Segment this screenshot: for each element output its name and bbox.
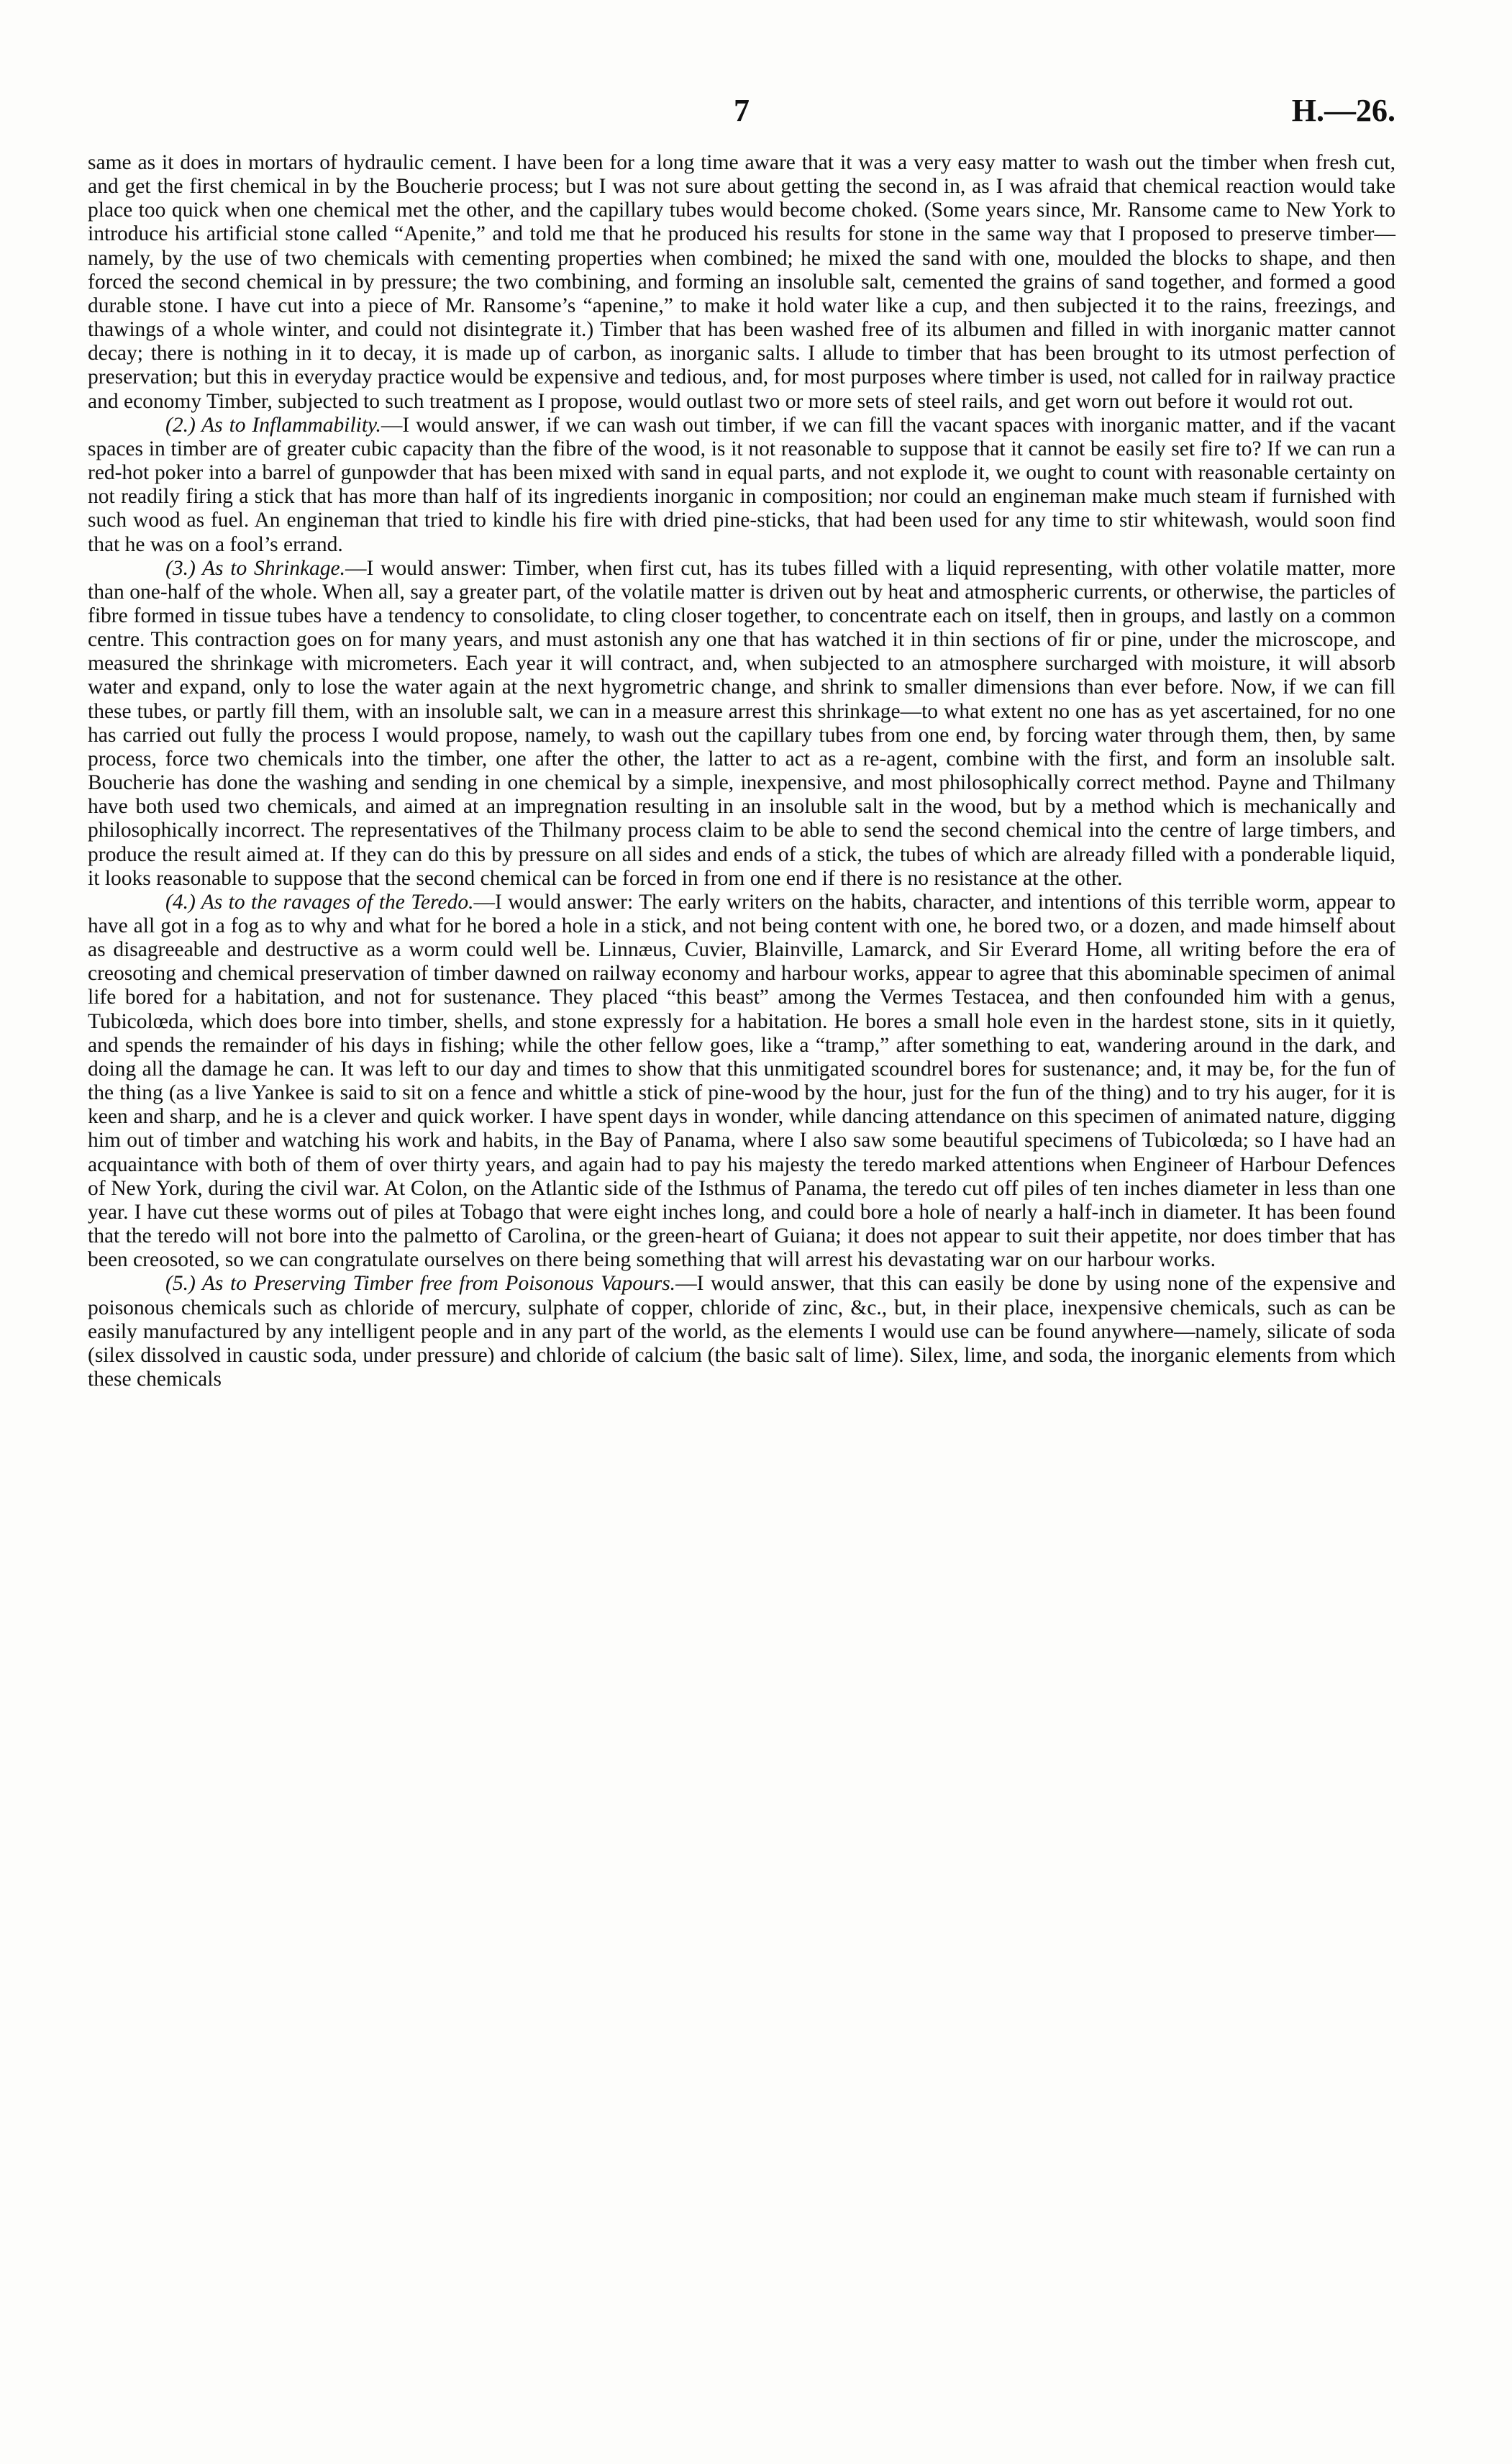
- page-number: 7: [734, 93, 750, 128]
- section-label: (5.) As to Preserving Timber free from Poisonous Vapours.: [165, 1272, 676, 1296]
- paragraph-teredo: [88, 891, 1395, 1273]
- paragraph-text: —I would answer: Timber, when first cut, has its tubes filled with a liquid representing, with other volatile matter, more than one-half of the whole. When all, say a greater part, of the volatile matter is driven out by heat and atmospheric currents, or otherwise, the particles of fibre formed in tissue tubes have a tendency to consolidate, to cling closer together, to concentrate each on itself, then in groups, and lastly on a common centre. This contraction goes on for many years, and must astonish any one that has watched it in thin sections of fir or pine, under the microscope, and measured the shrinkage with micrometers. Each year it will contract, and, when subjected to an atmosphere surcharged with moisture, it will absorb water and expand, only to lose the water again at the next hygrometric change, and shrink to smaller dimensions than ever before. Now, if we can fill these tubes, or partly fill them, with an insoluble salt, we can in a measure arrest this shrinkage—to what extent no one has as yet ascertained, for no one has carried out fully the process I would propose, namely, to wash out the capillary tubes from one end, by forcing water through them, then, by same process, force two chemicals into the timber, one after the other, the latter to act as a re-agent, combine with the first, and form an insoluble salt. Boucherie has done the washing and sending in one chemical by a simple, inexpensive, and most philosophically correct method. Payne and Thilmany have both used two chemicals, and aimed at an impregnation resulting in an insoluble salt in the wood, but by a method which is mechanically and philosophically incorrect. The representatives of the Thilmany process claim to be able to send the second chemical into the centre of large timbers, and produce the result aimed at. If they can do this by pressure on all sides and ends of a stick, the tubes of which are already filled with a ponderable liquid, it looks reasonable to suppose that the second chemical can be forced in from one end if there is no resistance at the other.: [88, 556, 1395, 890]
- paragraph-poisonous-vapours: [88, 1272, 1395, 1391]
- paragraph-inflammability: [88, 414, 1395, 557]
- paragraph-text: —I would answer, that this can easily be done by using none of the expensive and poisonous chemicals such as chloride of mercury, sulphate of copper, chloride of zinc, &c., but, in their place, inexpensive chemicals, such as can be easily manufactured by any intelligent people and in any part of the world, as the elements I would use can be found anywhere—namely, silicate of soda (silex dissolved in caustic soda, under pressure) and chloride of calcium (the basic salt of lime). Silex, lime, and soda, the inorganic elements from which these chemicals: [88, 1272, 1395, 1391]
- section-label: (4.) As to the ravages of the Teredo.: [165, 890, 474, 914]
- page-header: [88, 92, 1395, 135]
- body-text: [88, 151, 1395, 1391]
- paragraph-text: —I would answer: The early writers on the habits, character, and intentions of this terrible worm, appear to have all got in a fog as to why and what for he bored a hole in a stick, and not being content with one, he bored two, or a dozen, and made himself about as disagreeable and destructive as a worm could well be. Linnæus, Cuvier, Blainville, Lamarck, and Sir Everard Home, all writing before the era of creosoting and chemical preservation of timber dawned on railway economy and harbour works, appear to agree that this abominable specimen of animal life bored for a habitation, and not for sustenance. They placed “this beast” among the Vermes Testacea, and then confounded him with a genus, Tubicolœda, which does bore into timber, shells, and stone expressly for a habitation. He bores a small hole even in the hardest stone, sits in it quietly, and spends the remainder of his days in fishing; while the other fellow goes, like a “tramp,” after something to eat, wandering around in the dark, and doing all the damage he can. It was left to our day and times to show that this unmitigated scoundrel bores for sustenance; and, it may be, for the fun of the thing (as a live Yankee is said to sit on a fence and whittle a stick of pine-wood by the hour, just for the fun of the thing) and to try his auger, for it is keen and sharp, and he is a clever and quick worker. I have spent days in wonder, while dancing attendance on this specimen of animated nature, digging him out of timber and watching his work and habits, in the Bay of Panama, where I also saw some beautiful specimens of Tubicolœda; so I have had an acquaintance with both of them of over thirty years, and again had to pay his majesty the teredo marked attentions when Engineer of Harbour Defences of New York, during the civil war. At Colon, on the Atlantic side of the Isthmus of Panama, the teredo cut off piles of ten inches diameter in less than one year. I have cut these worms out of piles at Tobago that were eight inches long, and could bore a hole of nearly a half-inch in diameter. It has been found that the teredo will not bore into the palmetto of Carolina, or the green-heart of Guiana; it does not appear to suit their appetite, nor does timber that has been creosoted, so we can congratulate ourselves on there being something that will arrest his devastating war on our harbour works.: [88, 890, 1395, 1272]
- section-label: (3.) As to Shrinkage.: [165, 556, 346, 580]
- paragraph-text: same as it does in mortars of hydraulic cement. I have been for a long time aware that it was a very easy matter to wash out the timber when fresh cut, and get the first chemical in by the Boucherie process; but I was not sure about getting the second in, as I was afraid that chemical reaction would take place too quick when one chemical met the other, and the capillary tubes would become choked. (Some years since, Mr. Ransome came to New York to introduce his artificial stone called “Apenite,” and told me that he produced his results for stone in the same way that I proposed to preserve timber—namely, by the use of two chemicals with cementing properties when combined; he mixed the sand with one, moulded the blocks to shape, and then forced the second chemical in by pressure; the two combining, and forming an insoluble salt, cemented the grains of sand together, and formed a good durable stone. I have cut into a piece of Mr. Ransome’s “apenine,” to make it hold water like a cup, and then subjected it to the rains, freezings, and thawings of a whole winter, and could not disintegrate it.) Timber that has been washed free of its albumen and filled in with inorganic matter cannot decay; there is nothing in it to decay, it is made up of carbon, as inorganic salts. I allude to timber that has been brought to its utmost perfection of preservation; but this in everyday practice would be expensive and tedious, and, for most purposes where timber is used, not called for in railway practice and economy Timber, subjected to such treatment as I propose, would outlast two or more sets of steel rails, and get worn out before it would rot out.: [88, 151, 1395, 413]
- section-label: (2.) As to Inflammability.: [165, 413, 381, 437]
- report-code: H.—26.: [1291, 93, 1395, 128]
- paragraph-shrinkage: [88, 557, 1395, 891]
- paragraph-text: —I would answer, if we can wash out timber, if we can fill the vacant spaces with inorganic matter, and if the vacant spaces in timber are of greater cubic capacity than the fibre of the wood, is it not reasonable to suppose that it cannot be easily set fire to? If we can run a red-hot poker into a barrel of gunpowder that has been mixed with sand in equal parts, and not explode it, we ought to count with reasonable certainty on not readily firing a stick that has more than half of its ingredients inorganic in composition; nor could an engineman make much steam if furnished with such wood as fuel. An engineman that tried to kindle his fire with dried pine-sticks, that had been used for any time to stir whitewash, would soon find that he was on a fool’s errand.: [88, 413, 1395, 556]
- paragraph-continued: [88, 151, 1395, 414]
